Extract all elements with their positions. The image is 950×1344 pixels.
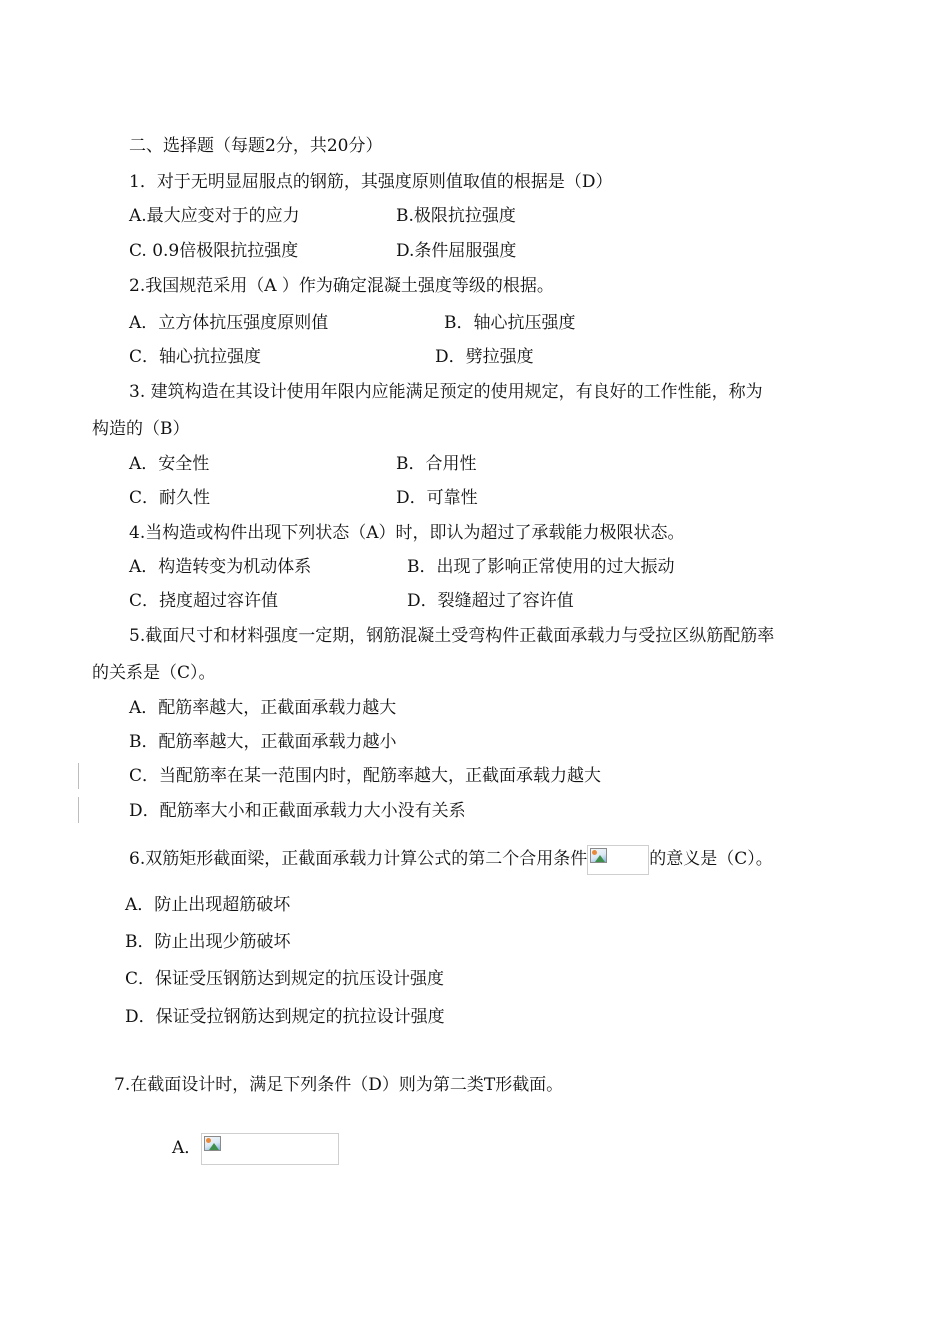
question-5-option-a: A．配筋率越大，正截面承载力越大 (129, 698, 397, 718)
formula-image-placeholder (201, 1133, 339, 1165)
question-4-option-b: B．出现了影响正常使用的过大振动 (407, 557, 675, 577)
revision-bar (78, 763, 79, 789)
question-5-stem-line1: 5.截面尺寸和材料强度一定期，钢筋混凝土受弯构件正截面承载力与受拉区纵筋配筋率 (129, 626, 775, 646)
question-3-option-a: A．安全性 (129, 454, 210, 474)
section-title: 二、选择题（每题2分，共20分） (129, 136, 383, 156)
question-3-option-b: B．合用性 (396, 454, 477, 474)
question-6-stem (129, 844, 773, 875)
question-2-option-a: A．立方体抗压强度原则值 (129, 313, 329, 333)
question-4-stem: 4.当构造或构件出现下列状态（A）时，即认为超过了承载能力极限状态。 (129, 523, 685, 543)
broken-image-icon (204, 1136, 221, 1151)
question-7-option-a-label: A． (172, 1138, 202, 1158)
question-3-stem-line2: 构造的（B） (92, 419, 190, 439)
question-4-option-d: D．裂缝超过了容许值 (407, 591, 574, 611)
question-6-option-a: A．防止出现超筋破坏 (125, 895, 291, 915)
question-6-option-c: C．保证受压钢筋达到规定的抗压设计强度 (125, 969, 445, 989)
question-2-option-d: D．劈拉强度 (435, 347, 534, 367)
question-5-stem-line2: 的关系是（C）。 (92, 663, 216, 683)
question-2-stem: 2.我国规范采用（A ）作为确定混凝土强度等级的根据。 (129, 276, 554, 296)
question-1-option-c: C. 0.9倍极限抗拉强度 (129, 241, 299, 261)
question-1-option-a: A.最大应变对于的应力 (129, 206, 300, 226)
question-2-option-b: B．轴心抗压强度 (444, 313, 576, 333)
question-7-option-a (172, 1132, 339, 1165)
question-6-stem-before: 6.双筋矩形截面梁，正截面承载力计算公式的第二个合用条件 (129, 849, 588, 869)
question-4-option-a: A．构造转变为机动体系 (129, 557, 312, 577)
question-1-option-b: B.极限抗拉强度 (396, 206, 516, 226)
question-5-option-d: D．配筋率大小和正截面承载力大小没有关系 (129, 801, 466, 821)
question-3-option-c: C．耐久性 (129, 488, 211, 508)
question-5-option-b: B．配筋率越大，正截面承载力越小 (129, 732, 397, 752)
question-1-stem: 1．对于无明显屈服点的钢筋，其强度原则值取值的根据是（D） (129, 172, 613, 192)
question-2-option-c: C．轴心抗拉强度 (129, 347, 262, 367)
question-5-option-c: C．当配筋率在某一范围内时，配筋率越大，正截面承载力越大 (129, 766, 602, 786)
question-3-option-d: D．可靠性 (396, 488, 478, 508)
revision-bar (78, 797, 79, 823)
question-3-stem-line1: 3. 建筑构造在其设计使用年限内应能满足预定的使用规定，有良好的工作性能，称为 (129, 382, 763, 402)
formula-image-placeholder (587, 845, 649, 875)
question-4-option-c: C．挠度超过容许值 (129, 591, 279, 611)
question-7-stem: 7.在截面设计时，满足下列条件（D）则为第二类T形截面。 (114, 1075, 564, 1095)
broken-image-icon (590, 848, 607, 863)
question-6-stem-after: 的意义是（C）。 (649, 849, 773, 869)
question-6-option-d: D．保证受拉钢筋达到规定的抗拉设计强度 (125, 1007, 445, 1027)
question-1-option-d: D.条件屈服强度 (396, 241, 517, 261)
question-6-option-b: B．防止出现少筋破坏 (125, 932, 291, 952)
